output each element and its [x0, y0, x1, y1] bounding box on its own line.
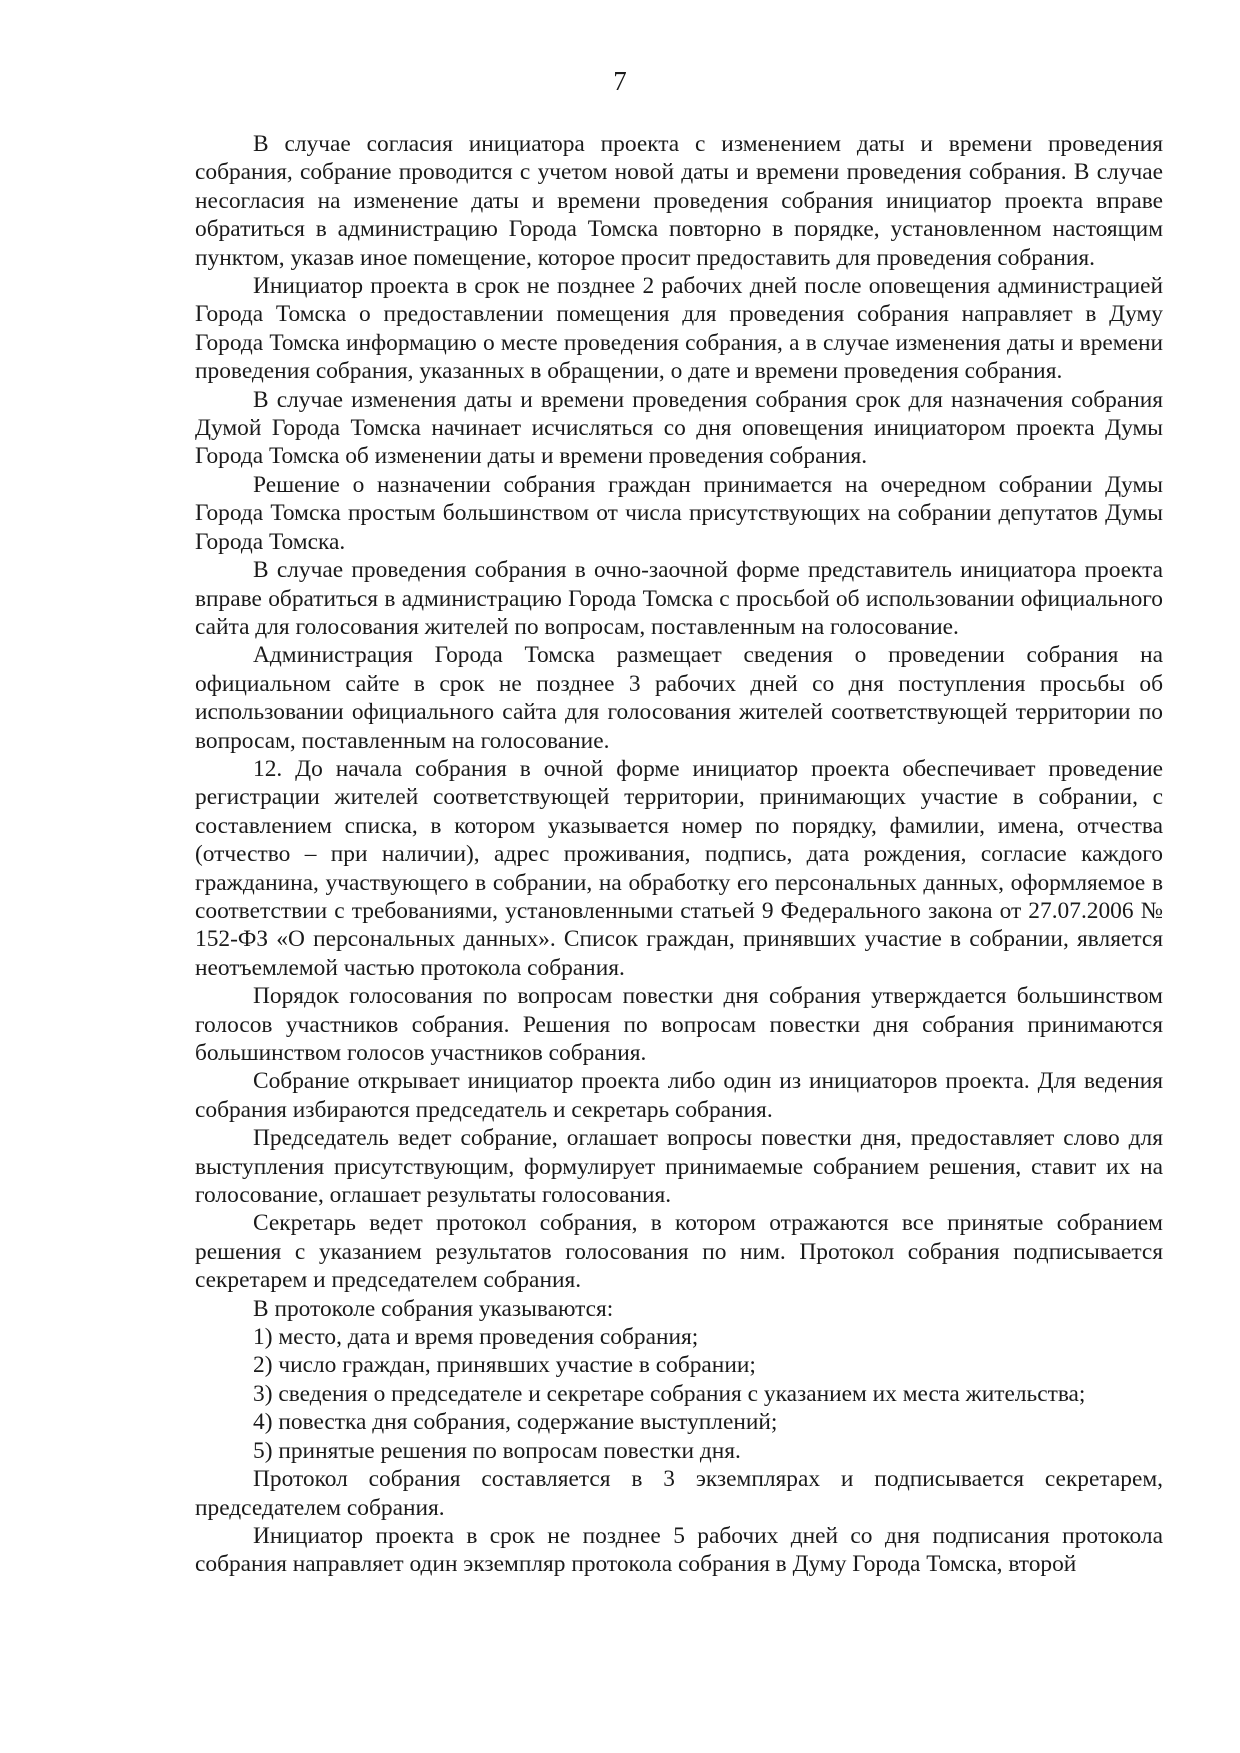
document-body: [195, 130, 1163, 1579]
list-item: 4) повестка дня собрания, содержание выступлений;: [253, 1409, 778, 1436]
paragraph: Администрация Города Томска размещает сведения о проведении собрания на официальном сайте в срок не позднее 3 рабочих дней со дня поступления просьбы об использовании официального сайта для голосования жителей соответствующей территории по вопросам, поставленным на голосование.: [195, 642, 1163, 754]
paragraph: В случае изменения даты и времени проведения собрания срок для назначения собрания Думой Города Томска начинает исчисляться со дня оповещения инициатором проекта Думы Города Томска об изменении даты и времени проведения собрания.: [195, 386, 1163, 470]
paragraph: Порядок голосования по вопросам повестки дня собрания утверждается большинством голосов участников собрания. Решения по вопросам повестки дня собрания принимаются большинством голосов участников собрания.: [195, 983, 1163, 1066]
paragraph: Решение о назначении собрания граждан принимается на очередном собрании Думы Города Томска простым большинством от числа присутствующих на собрании депутатов Думы Города Томска.: [195, 471, 1163, 555]
list-item: 1) место, дата и время проведения собрания;: [253, 1324, 699, 1351]
paragraph: В протоколе собрания указываются:: [253, 1295, 614, 1322]
paragraph: Инициатор проекта в срок не позднее 2 рабочих дней после оповещения администрацией Города Томска о предоставлении помещения для проведения собрания направляет в Думу Города Томска информацию о месте проведения собрания, а в случае изменения даты и времени проведения собрания, указанных в обращении, о дате и времени проведения собрания.: [195, 273, 1163, 385]
paragraph: Председатель ведет собрание, оглашает вопросы повестки дня, предоставляет слово для выступления присутствующим, формулирует принимаемые собранием решения, ставит их на голосование, оглашает результаты голосования.: [195, 1125, 1163, 1209]
list-item: 5) принятые решения по вопросам повестки дня.: [253, 1437, 741, 1464]
list-item: 2) число граждан, принявших участие в собрании;: [253, 1352, 756, 1379]
page-number: 7: [613, 66, 627, 96]
paragraph: Секретарь ведет протокол собрания, в котором отражаются все принятые собранием решения с указанием результатов голосования по ним. Протокол собрания подписывается секретарем и председателем собрания.: [195, 1210, 1163, 1294]
paragraph: 12. До начала собрания в очной форме инициатор проекта обеспечивает проведение регистрации жителей соответствующей территории, принимающих участие в собрании, с составлением списка, в котором указывается номер по порядку, фамилии, имена, отчества (отчество – при наличии), адрес проживания, подпись, дата рождения, согласие каждого гражданина, участвующего в собрании, на обработку его персональных данных, оформляемое в соответствии с требованиями, установленными статьей 9 Федерального закона от 27.07.2006 № 152-ФЗ «О персональных данных». Список граждан, принявших участие в собрании, является неотъемлемой частью протокола собрания.: [195, 755, 1163, 981]
list-item: 3) сведения о председателе и секретаре собрания с указанием их места жительства;: [253, 1380, 1086, 1407]
paragraph: В случае проведения собрания в очно-заочной форме представитель инициатора проекта вправе обратиться в администрацию Города Томска с просьбой об использовании официального сайта для голосования жителей по вопросам, поставленным на голосование.: [195, 557, 1163, 640]
paragraph: Инициатор проекта в срок не позднее 5 рабочих дней со дня подписания протокола собрания направляет один экземпляр протокола собрания в Думу Города Томска, второй: [195, 1522, 1163, 1578]
paragraph: Собрание открывает инициатор проекта либо один из инициаторов проекта. Для ведения собрания избираются председатель и секретарь собрания.: [195, 1068, 1163, 1123]
paragraph: Протокол собрания составляется в 3 экземплярах и подписывается секретарем, председателем собрания.: [195, 1466, 1163, 1521]
paragraph: В случае согласия инициатора проекта с изменением даты и времени проведения собрания, собрание проводится с учетом новой даты и времени проведения собрания. В случае несогласия на изменение даты и времени проведения собрания инициатор проекта вправе обратиться в администрацию Города Томска повторно в порядке, установленном настоящим пунктом, указав иное помещение, которое просит предоставить для проведения собрания.: [195, 131, 1163, 271]
